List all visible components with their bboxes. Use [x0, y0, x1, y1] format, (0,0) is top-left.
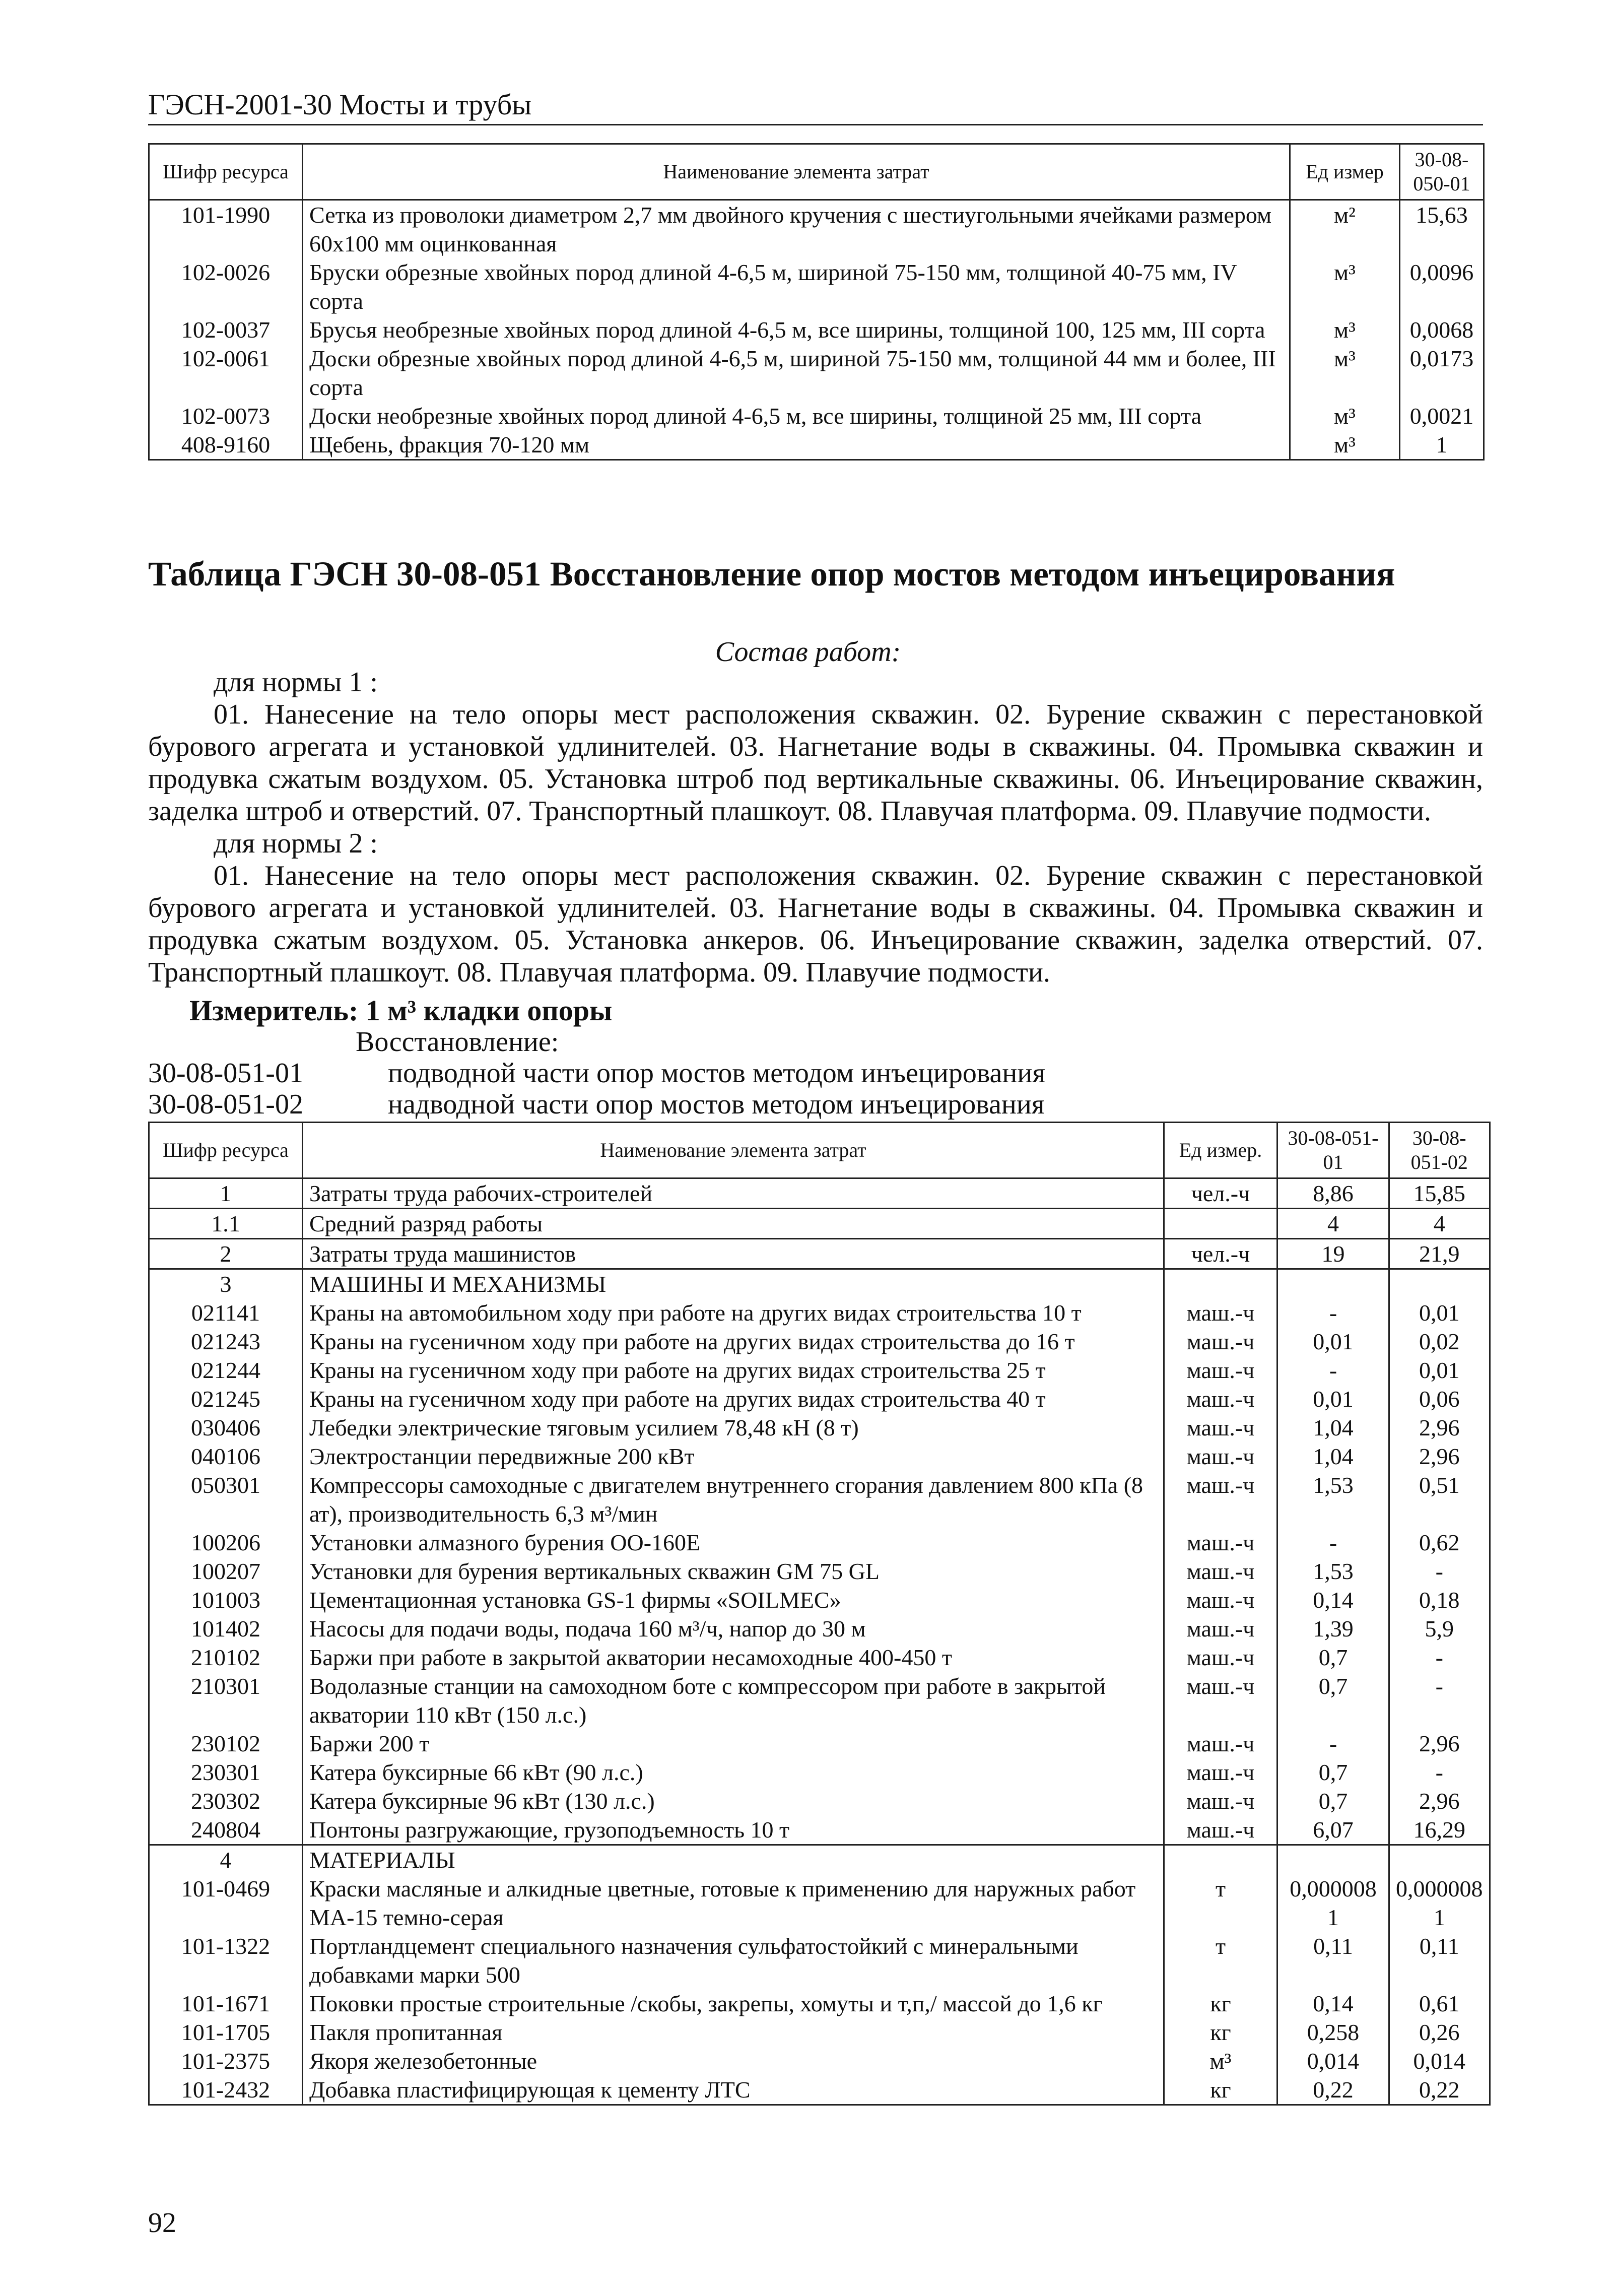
value-cell [1389, 1845, 1490, 1875]
resource-name-cell: Пакля пропитанная [303, 2018, 1164, 2047]
page-number: 92 [148, 2207, 176, 2239]
resource-code-cell: 240804 [149, 1815, 303, 1845]
unit-cell: м³ [1290, 430, 1400, 460]
value-cell [1277, 1269, 1389, 1299]
resource-code-cell: 101003 [149, 1586, 303, 1614]
resource-name-cell: Катера буксирные 96 кВт (130 л.с.) [303, 1787, 1164, 1815]
column-header: 30-08-051-02 [1389, 1123, 1490, 1178]
table-row [149, 315, 1484, 344]
table-row [149, 1209, 1490, 1239]
value-cell: 0,14 [1277, 1586, 1389, 1614]
resource-table-050 [148, 143, 1485, 461]
resource-code-cell: 4 [149, 1845, 303, 1875]
work-composition-title: Состав работ: [715, 636, 901, 668]
column-header: Шифр ресурса [149, 1123, 303, 1178]
column-header: Наименование элемента затрат [303, 144, 1290, 200]
unit-cell: м² [1290, 200, 1400, 258]
resource-code-cell: 101-1671 [149, 1989, 303, 2018]
running-head: ГЭСН-2001-30 Мосты и трубы [148, 88, 532, 121]
unit-cell: т [1164, 1874, 1277, 1932]
section-row [149, 1269, 1490, 1299]
norm1-description: 01. Нанесение на тело опоры мест расположения скважин. 02. Бурение скважин с перестановкой бурового агрегата и установкой удлинителей. 03. Нагнетание воды в скважины. 04. Промывка скважин и продувка сжатым воздухом. 05. Установка штроб под вертикальные скважины. 06. Инъецирование скважин, заделка штроб и отверстий. 07. Транспортный плашкоут. 08. Плавучая платформа. 09. Плавучие подмости. [148, 699, 1483, 827]
value-cell: 0,014 [1389, 2047, 1490, 2075]
value-cell: 0,62 [1389, 1528, 1490, 1557]
table-row [149, 1528, 1490, 1557]
resource-name-cell: Краны на гусеничном ходу при работе на других видах строительства до 16 т [303, 1327, 1164, 1356]
value-cell: 1,53 [1277, 1471, 1389, 1528]
norm1-label: для нормы 1 : [214, 667, 378, 698]
measurement-value: 1 м³ кладки опоры [365, 994, 613, 1027]
table-row [149, 1442, 1490, 1471]
norm2-description: 01. Нанесение на тело опоры мест расположения скважин. 02. Бурение скважин с перестановкой бурового агрегата и установкой удлинителей. 03. Нагнетание воды в скважины. 04. Промывка скважин и продувка сжатым воздухом. 05. Установка анкеров. 06. Инъецирование скважин, заделка отверстий. 07. Транспортный плашкоут. 08. Плавучая платформа. 09. Плавучие подмости. [148, 860, 1483, 988]
table-row [149, 1758, 1490, 1787]
table-row [149, 1327, 1490, 1356]
table-row [149, 1557, 1490, 1586]
resource-name-cell: Брусья необрезные хвойных пород длиной 4-6,5 м, все ширины, толщиной 100, 125 мм, III сорта [303, 315, 1290, 344]
value-cell: 0,18 [1389, 1586, 1490, 1614]
table-row [149, 1729, 1490, 1758]
table-row [149, 1874, 1490, 1932]
resource-code-cell: 230102 [149, 1729, 303, 1758]
resource-name-cell: Краски масляные и алкидные цветные, готовые к применению для наружных работ МА-15 темно-серая [303, 1874, 1164, 1932]
value-cell: 21,9 [1389, 1239, 1490, 1269]
value-cell: 6,07 [1277, 1815, 1389, 1845]
resource-name-cell: Добавка пластифицирующая к цементу ЛТС [303, 2075, 1164, 2105]
norm-title: подводной части опор мостов методом инъецирования [388, 1058, 1046, 1089]
value-cell [1277, 1845, 1389, 1875]
resource-name-cell: Щебень, фракция 70-120 мм [303, 430, 1290, 460]
table-row [149, 1298, 1490, 1327]
table-row [149, 1356, 1490, 1385]
measurement-unit [189, 994, 612, 1027]
value-cell: 0,01 [1389, 1298, 1490, 1327]
unit-cell: чел.-ч [1164, 1239, 1277, 1269]
column-header: Ед измер. [1164, 1123, 1277, 1178]
value-cell: 15,85 [1389, 1178, 1490, 1209]
resource-name-cell: Лебедки электрические тяговым усилием 78,48 кН (8 т) [303, 1413, 1164, 1442]
resource-name-cell: Сетка из проволоки диаметром 2,7 мм двойного кручения с шестиугольными ячейками размером 60х100 мм оцинкованная [303, 200, 1290, 258]
unit-cell [1164, 1269, 1277, 1299]
norm-code: 30-08-051-02 [148, 1089, 303, 1120]
resource-name-cell: Электростанции передвижные 200 кВт [303, 1442, 1164, 1471]
table-row [149, 2047, 1490, 2075]
table-row [149, 2018, 1490, 2047]
table-row [149, 1787, 1490, 1815]
value-cell: 5,9 [1389, 1614, 1490, 1643]
value-cell: 4 [1277, 1209, 1389, 1239]
value-cell: - [1389, 1758, 1490, 1787]
table-row [149, 1815, 1490, 1845]
value-cell: 2,96 [1389, 1787, 1490, 1815]
unit-cell: маш.-ч [1164, 1385, 1277, 1413]
value-cell: 0,02 [1389, 1327, 1490, 1356]
value-cell: 0,26 [1389, 2018, 1490, 2047]
value-cell: 0,51 [1389, 1471, 1490, 1528]
value-cell: 1 [1400, 430, 1484, 460]
unit-cell: кг [1164, 2018, 1277, 2047]
table-row [149, 1239, 1490, 1269]
value-cell: 0,7 [1277, 1643, 1389, 1672]
value-cell: 0,0173 [1400, 344, 1484, 402]
resource-name-cell: Компрессоры самоходные с двигателем внутреннего сгорания давлением 800 кПа (8 ат), производительность 6,3 м³/мин [303, 1471, 1164, 1528]
resource-name-cell: Портландцемент специального назначения сульфатостойкий с минеральными добавками марки 500 [303, 1932, 1164, 1989]
unit-cell [1164, 1209, 1277, 1239]
unit-cell [1164, 1845, 1277, 1875]
column-header: Ед измер [1290, 144, 1400, 200]
unit-cell: кг [1164, 2075, 1277, 2105]
unit-cell: м³ [1164, 2047, 1277, 2075]
table-title: Таблица ГЭСН 30-08-051 Восстановление опор мостов методом инъецирования [148, 555, 1395, 593]
unit-cell: маш.-ч [1164, 1442, 1277, 1471]
resource-code-cell: 021141 [149, 1298, 303, 1327]
value-cell: 0,61 [1389, 1989, 1490, 2018]
resource-code-cell: 1 [149, 1178, 303, 1209]
unit-cell: маш.-ч [1164, 1729, 1277, 1758]
unit-cell: м³ [1290, 402, 1400, 430]
unit-cell: маш.-ч [1164, 1413, 1277, 1442]
value-cell: 1,39 [1277, 1614, 1389, 1643]
column-header: 30-08-051-01 [1277, 1123, 1389, 1178]
resource-name-cell: Якоря железобетонные [303, 2047, 1164, 2075]
resource-code-cell: 100207 [149, 1557, 303, 1586]
value-cell: 0,01 [1389, 1356, 1490, 1385]
resource-code-cell: 2 [149, 1239, 303, 1269]
resource-code-cell: 101402 [149, 1614, 303, 1643]
resource-code-cell: 101-1990 [149, 200, 303, 258]
value-cell: 0,000008 1 [1277, 1874, 1389, 1932]
table-header-row [149, 144, 1484, 200]
resource-name-cell: Цементационная установка GS-1 фирмы «SOILMEC» [303, 1586, 1164, 1614]
resource-code-cell: 101-1322 [149, 1932, 303, 1989]
unit-cell: маш.-ч [1164, 1298, 1277, 1327]
resource-code-cell: 210102 [149, 1643, 303, 1672]
norm-code: 30-08-051-01 [148, 1058, 303, 1089]
value-cell: 0,22 [1389, 2075, 1490, 2105]
resource-name-cell: Краны на гусеничном ходу при работе на других видах строительства 40 т [303, 1385, 1164, 1413]
resource-code-cell: 3 [149, 1269, 303, 1299]
resource-code-cell: 021244 [149, 1356, 303, 1385]
value-cell: - [1389, 1643, 1490, 1672]
value-cell: 0,014 [1277, 2047, 1389, 2075]
value-cell: - [1277, 1729, 1389, 1758]
unit-cell: м³ [1290, 315, 1400, 344]
resource-code-cell: 102-0061 [149, 344, 303, 402]
resource-name-cell: Краны на гусеничном ходу при работе на других видах строительства 25 т [303, 1356, 1164, 1385]
value-cell: 0,7 [1277, 1672, 1389, 1729]
resource-code-cell: 021245 [149, 1385, 303, 1413]
table-row [149, 1643, 1490, 1672]
value-cell: 0,7 [1277, 1787, 1389, 1815]
resource-name-cell: Понтоны разгружающие, грузоподъемность 10 т [303, 1815, 1164, 1845]
restoration-label: Восстановление: [356, 1026, 559, 1058]
value-cell: 1,04 [1277, 1442, 1389, 1471]
resource-name-cell: Затраты труда машинистов [303, 1239, 1164, 1269]
unit-cell: маш.-ч [1164, 1586, 1277, 1614]
table-row [149, 1385, 1490, 1413]
value-cell: 0,06 [1389, 1385, 1490, 1413]
resource-name-cell: Установки для бурения вертикальных скважин GM 75 GL [303, 1557, 1164, 1586]
value-cell: 0,0096 [1400, 258, 1484, 315]
value-cell: - [1277, 1298, 1389, 1327]
resource-name-cell: Доски обрезные хвойных пород длиной 4-6,5 м, шириной 75-150 мм, толщиной 44 мм и более, III сорта [303, 344, 1290, 402]
header-rule [148, 124, 1483, 125]
unit-cell: маш.-ч [1164, 1614, 1277, 1643]
resource-name-cell: Бруски обрезные хвойных пород длиной 4-6,5 м, шириной 75-150 мм, толщиной 40-75 мм, IV сорта [303, 258, 1290, 315]
value-cell: - [1277, 1528, 1389, 1557]
resource-name-cell: МАТЕРИАЛЫ [303, 1845, 1164, 1875]
unit-cell: маш.-ч [1164, 1672, 1277, 1729]
unit-cell: м³ [1290, 344, 1400, 402]
value-cell: 15,63 [1400, 200, 1484, 258]
resource-code-cell: 230301 [149, 1758, 303, 1787]
resource-code-cell: 408-9160 [149, 430, 303, 460]
value-cell: 2,96 [1389, 1442, 1490, 1471]
resource-code-cell: 021243 [149, 1327, 303, 1356]
value-cell: - [1389, 1672, 1490, 1729]
resource-code-cell: 040106 [149, 1442, 303, 1471]
value-cell: 16,29 [1389, 1815, 1490, 1845]
resource-name-cell: Водолазные станции на самоходном боте с компрессором при работе в закрытой акватории 110 кВт (150 л.с.) [303, 1672, 1164, 1729]
resource-code-cell: 102-0073 [149, 402, 303, 430]
table-row [149, 1178, 1490, 1209]
resource-code-cell: 101-2375 [149, 2047, 303, 2075]
value-cell: 2,96 [1389, 1729, 1490, 1758]
unit-cell: маш.-ч [1164, 1787, 1277, 1815]
resource-table-051 [148, 1122, 1491, 2106]
table-row [149, 2075, 1490, 2105]
table-row [149, 258, 1484, 315]
value-cell: 0,01 [1277, 1385, 1389, 1413]
value-cell: 19 [1277, 1239, 1389, 1269]
resource-code-cell: 102-0026 [149, 258, 303, 315]
resource-code-cell: 210301 [149, 1672, 303, 1729]
unit-cell: т [1164, 1932, 1277, 1989]
value-cell: 8,86 [1277, 1178, 1389, 1209]
table-row [149, 1614, 1490, 1643]
value-cell: 0,22 [1277, 2075, 1389, 2105]
resource-code-cell: 101-0469 [149, 1874, 303, 1932]
value-cell: 1,04 [1277, 1413, 1389, 1442]
table-row [149, 1586, 1490, 1614]
table-header-row [149, 1123, 1490, 1178]
resource-name-cell: Баржи 200 т [303, 1729, 1164, 1758]
resource-code-cell: 100206 [149, 1528, 303, 1557]
resource-name-cell: Краны на автомобильном ходу при работе на других видах строительства 10 т [303, 1298, 1164, 1327]
resource-code-cell: 101-1705 [149, 2018, 303, 2047]
resource-code-cell: 102-0037 [149, 315, 303, 344]
table-row [149, 344, 1484, 402]
resource-code-cell: 050301 [149, 1471, 303, 1528]
table-row [149, 402, 1484, 430]
unit-cell: маш.-ч [1164, 1758, 1277, 1787]
value-cell [1389, 1269, 1490, 1299]
resource-name-cell: Насосы для подачи воды, подача 160 м³/ч, напор до 30 м [303, 1614, 1164, 1643]
value-cell: - [1389, 1557, 1490, 1586]
unit-cell: маш.-ч [1164, 1471, 1277, 1528]
value-cell: 0,0068 [1400, 315, 1484, 344]
value-cell: 0,0021 [1400, 402, 1484, 430]
resource-name-cell: Баржи при работе в закрытой акватории несамоходные 400-450 т [303, 1643, 1164, 1672]
unit-cell: маш.-ч [1164, 1815, 1277, 1845]
resource-name-cell: Доски необрезные хвойных пород длиной 4-6,5 м, все ширины, толщиной 25 мм, III сорта [303, 402, 1290, 430]
norm-title: надводной части опор мостов методом инъецирования [388, 1089, 1045, 1120]
column-header: Наименование элемента затрат [303, 1123, 1164, 1178]
unit-cell: кг [1164, 1989, 1277, 2018]
measurement-label: Измеритель: [189, 994, 359, 1027]
table-row [149, 1989, 1490, 2018]
table-row [149, 430, 1484, 460]
section-row [149, 1845, 1490, 1875]
resource-code-cell: 1.1 [149, 1209, 303, 1239]
table-row [149, 1413, 1490, 1442]
norm2-label: для нормы 2 : [214, 828, 378, 859]
column-header: 30-08-050-01 [1400, 144, 1484, 200]
unit-cell: чел.-ч [1164, 1178, 1277, 1209]
resource-code-cell: 230302 [149, 1787, 303, 1815]
value-cell: 4 [1389, 1209, 1490, 1239]
resource-name-cell: Затраты труда рабочих-строителей [303, 1178, 1164, 1209]
unit-cell: маш.-ч [1164, 1327, 1277, 1356]
unit-cell: маш.-ч [1164, 1528, 1277, 1557]
value-cell: 1,53 [1277, 1557, 1389, 1586]
table-row [149, 1932, 1490, 1989]
unit-cell: м³ [1290, 258, 1400, 315]
resource-code-cell: 030406 [149, 1413, 303, 1442]
resource-code-cell: 101-2432 [149, 2075, 303, 2105]
resource-name-cell: МАШИНЫ И МЕХАНИЗМЫ [303, 1269, 1164, 1299]
unit-cell: маш.-ч [1164, 1557, 1277, 1586]
value-cell: 0,7 [1277, 1758, 1389, 1787]
column-header: Шифр ресурса [149, 144, 303, 200]
value-cell: 0,14 [1277, 1989, 1389, 2018]
value-cell: 0,11 [1277, 1932, 1389, 1989]
table-row [149, 1471, 1490, 1528]
value-cell: 2,96 [1389, 1413, 1490, 1442]
value-cell: 0,01 [1277, 1327, 1389, 1356]
value-cell: - [1277, 1356, 1389, 1385]
value-cell: 0,258 [1277, 2018, 1389, 2047]
resource-name-cell: Средний разряд работы [303, 1209, 1164, 1239]
resource-name-cell: Установки алмазного бурения ОО-160Е [303, 1528, 1164, 1557]
unit-cell: маш.-ч [1164, 1643, 1277, 1672]
resource-name-cell: Поковки простые строительные /скобы, закрепы, хомуты и т,п,/ массой до 1,6 кг [303, 1989, 1164, 2018]
table-row [149, 1672, 1490, 1729]
resource-name-cell: Катера буксирные 66 кВт (90 л.с.) [303, 1758, 1164, 1787]
table-row [149, 200, 1484, 258]
value-cell: 0,000008 1 [1389, 1874, 1490, 1932]
value-cell: 0,11 [1389, 1932, 1490, 1989]
unit-cell: маш.-ч [1164, 1356, 1277, 1385]
